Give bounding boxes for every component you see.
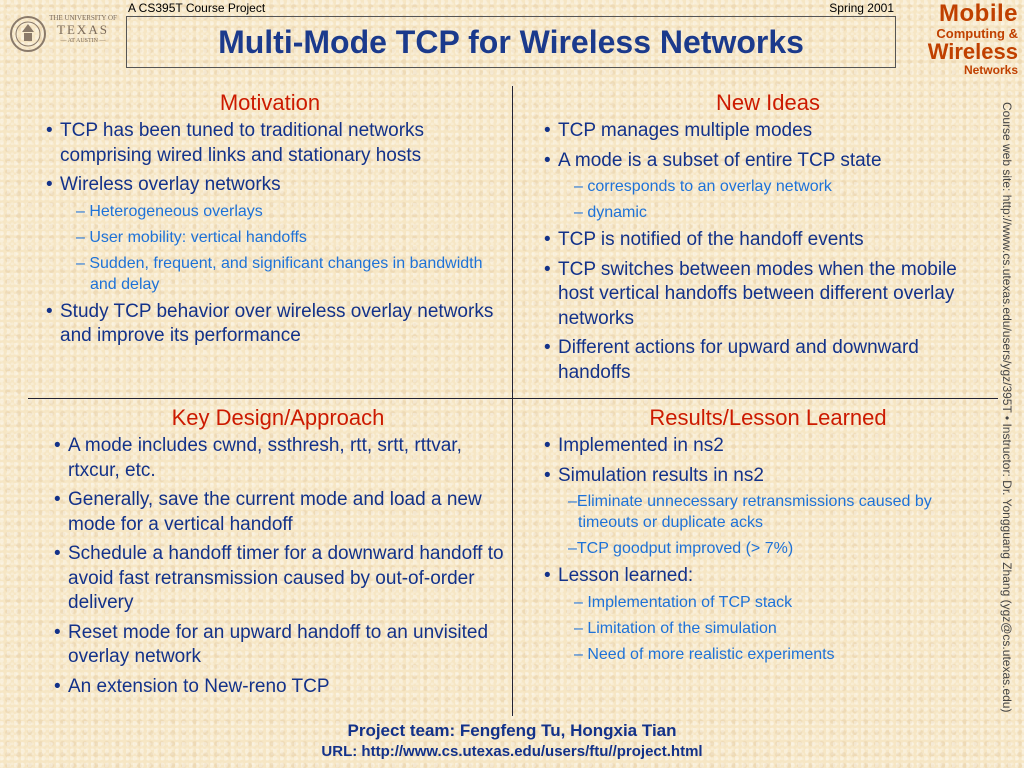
project-url: URL: http://www.cs.utexas.edu/users/ftu//project.html (321, 743, 703, 760)
list-item-text: Study TCP behavior over wireless overlay networks and improve its performance (60, 300, 494, 346)
list-item-text: Reset mode for an upward handoff to an unvisited overlay network (68, 621, 489, 667)
list-item (542, 149, 994, 224)
sub-list-item: – Implementation of TCP stack (574, 593, 793, 611)
sub-list-item: – Sudden, frequent, and significant changes in bandwidth and delay (76, 254, 483, 293)
list-item (52, 675, 504, 700)
sub-list (558, 176, 994, 223)
motivation-heading: Motivation (219, 90, 321, 115)
sub-list (60, 201, 496, 295)
list-item-text: A mode is a subset of entire TCP state (558, 149, 882, 171)
page-title: Multi-Mode TCP for Wireless Networks (218, 24, 804, 60)
list-item (542, 258, 994, 332)
ut-line-1: THE UNIVERSITY OF (49, 14, 117, 22)
logo-computing-text: Computing & (936, 26, 1018, 41)
mobile-computing-logo (900, 2, 1018, 76)
horizontal-divider (28, 398, 998, 399)
list-item (44, 300, 496, 349)
list-item-text: TCP is notified of the handoff events (558, 229, 864, 250)
results-heading: Results/Lesson Learned (649, 405, 887, 430)
design-heading: Key Design/Approach (171, 405, 385, 430)
list-item (44, 173, 496, 295)
date-label: Spring 2001 (829, 1, 894, 15)
logo-wireless-text: Wireless (927, 39, 1018, 64)
list-item-text: An extension to New-reno TCP (68, 675, 330, 697)
sub-list-item: –TCP goodput improved (> 7%) (568, 540, 794, 557)
list-item (542, 228, 994, 253)
ut-line-3: — AT AUSTIN — (60, 38, 106, 44)
design-section (52, 406, 504, 704)
list-item (52, 488, 504, 537)
list-item-text: Implemented in ns2 (558, 435, 724, 456)
list-item-text: Schedule a handoff timer for a downward handoff to avoid fast retransmission caused by out-of-order delivery (68, 543, 504, 613)
motivation-section (44, 91, 496, 354)
list-item-text: TCP has been tuned to traditional networks comprising wired links and stationary hosts (60, 120, 425, 166)
header-strip (126, 0, 896, 16)
sub-list-item: – dynamic (574, 204, 647, 221)
sub-list-item: – Need of more realistic experiments (574, 645, 835, 663)
list-item-text: TCP manages multiple modes (558, 120, 813, 141)
list-item (542, 336, 994, 385)
sub-list-item: –Eliminate unnecessary retransmissions caused by timeouts or duplicate acks (568, 493, 932, 531)
sub-list (558, 491, 994, 559)
sub-list-item: – Heterogeneous overlays (76, 202, 263, 220)
new-ideas-heading: New Ideas (716, 90, 820, 115)
sub-list-item: – User mobility: vertical handoffs (76, 228, 307, 246)
sub-list-item: – corresponds to an overlay network (574, 178, 832, 195)
new-ideas-section (542, 91, 994, 390)
project-team: Project team: Fengfeng Tu, Hongxia Tian (347, 721, 677, 740)
university-of-texas-logo (8, 2, 118, 66)
ut-line-2: TEXAS (57, 22, 109, 37)
list-item-text: Generally, save the current mode and load a new mode for a vertical handoff (68, 489, 482, 535)
list-item (542, 564, 994, 665)
list-item (542, 119, 994, 144)
logo-mobile-text: Mobile (939, 0, 1018, 27)
list-item (52, 542, 504, 616)
course-site-text: Course web site: http://www.cs.utexas.edu/users/ygz/395T • Instructor: Dr. Yongguang Zhang (ygz@cs.utexas.edu) (1000, 102, 1014, 713)
title-box (126, 16, 896, 68)
list-item-text: TCP switches between modes when the mobile host vertical handoffs between different overlay networks (558, 258, 957, 329)
list-item-text: Different actions for upward and downward handoffs (558, 337, 919, 383)
list-item-text: Wireless overlay networks (60, 174, 281, 195)
ut-line-3-text: AT AUSTIN (67, 38, 99, 44)
sub-list-item: – Limitation of the simulation (574, 619, 777, 637)
list-item (52, 621, 504, 670)
list-item-text: Lesson learned: (558, 565, 694, 586)
list-item-text: A mode includes cwnd, ssthresh, rtt, srtt, rttvar, rtxcur, etc. (68, 435, 462, 481)
new-ideas-list (542, 119, 994, 385)
motivation-list (44, 119, 496, 349)
list-item-text: Simulation results in ns2 (558, 464, 764, 486)
results-list (542, 434, 994, 665)
results-section (542, 406, 994, 670)
vertical-divider (512, 86, 513, 716)
sub-list (558, 592, 994, 665)
footer (0, 720, 1024, 762)
design-list (52, 434, 504, 699)
course-label: A CS395T Course Project (128, 1, 266, 15)
list-item (542, 434, 994, 459)
list-item (542, 464, 994, 560)
logo-networks-text: Networks (963, 63, 1018, 77)
list-item (44, 119, 496, 168)
list-item (52, 434, 504, 483)
